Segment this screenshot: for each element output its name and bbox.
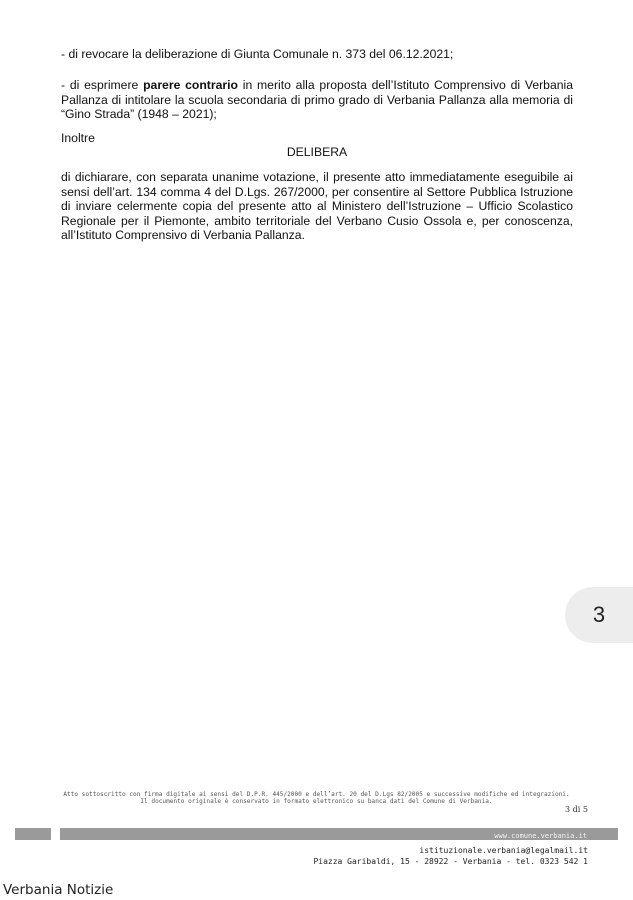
revoke-paragraph: - di revocare la deliberazione di Giunta Comunale n. 373 del 06.12.2021; [61, 47, 454, 61]
page-count: 3 di 5 [565, 805, 588, 814]
signature-note-line2: Il documento originale è conservato in formato elettronico su banca dati del Comune di Verbania. [140, 798, 493, 805]
opinion-paragraph [61, 78, 573, 122]
inoltre-label: Inoltre [61, 131, 95, 145]
watermark-text: Verbania Notizie [3, 882, 114, 898]
opinion-bold: parere contrario [143, 78, 238, 92]
opinion-suffix: in merito alla proposta dell’Istituto Comprensivo di Verbania Pallanza di intitolare la scuola secondaria di primo grado di Verbania Pallanza alla memoria di “Gino Strada” (1948 – 2021); [61, 78, 573, 122]
footer-bar-left [15, 828, 51, 840]
signature-note-line1: Atto sottoscritto con firma digitale ai sensi del D.P.R. 445/2000 e dell’art. 20 del D.Lgs 82/2005 e successive modifiche ed integrazioni. [63, 791, 570, 798]
delibera-heading: DELIBERA [286, 145, 348, 159]
declare-paragraph: di dichiarare, con separata unanime votazione, il presente atto immediatamente eseguibile ai sensi dell’art. 134 comma 4 del D.Lgs. 267/2000, per consentire al Settore Pubblica Istruzione di inviare celermente copia del presente atto al Ministero dell’Istruzione – Ufficio Scolastico Regionale per il Piemonte, ambito territoriale del Verbano Cusio Ossola e, per conoscenza, all’Istituto Comprensivo di Verbania Pallanza. [61, 170, 573, 243]
postal-address: Piazza Garibaldi, 15 - 28922 - Verbania - tel. 0323 542 1 [313, 857, 588, 866]
page-number-tab: 3 [565, 587, 633, 643]
opinion-prefix: - di esprimere [61, 78, 144, 92]
email-address[interactable]: istituzionale.verbania@legalmail.it [419, 846, 588, 855]
website-link[interactable]: www.comune.verbania.it [494, 832, 587, 840]
